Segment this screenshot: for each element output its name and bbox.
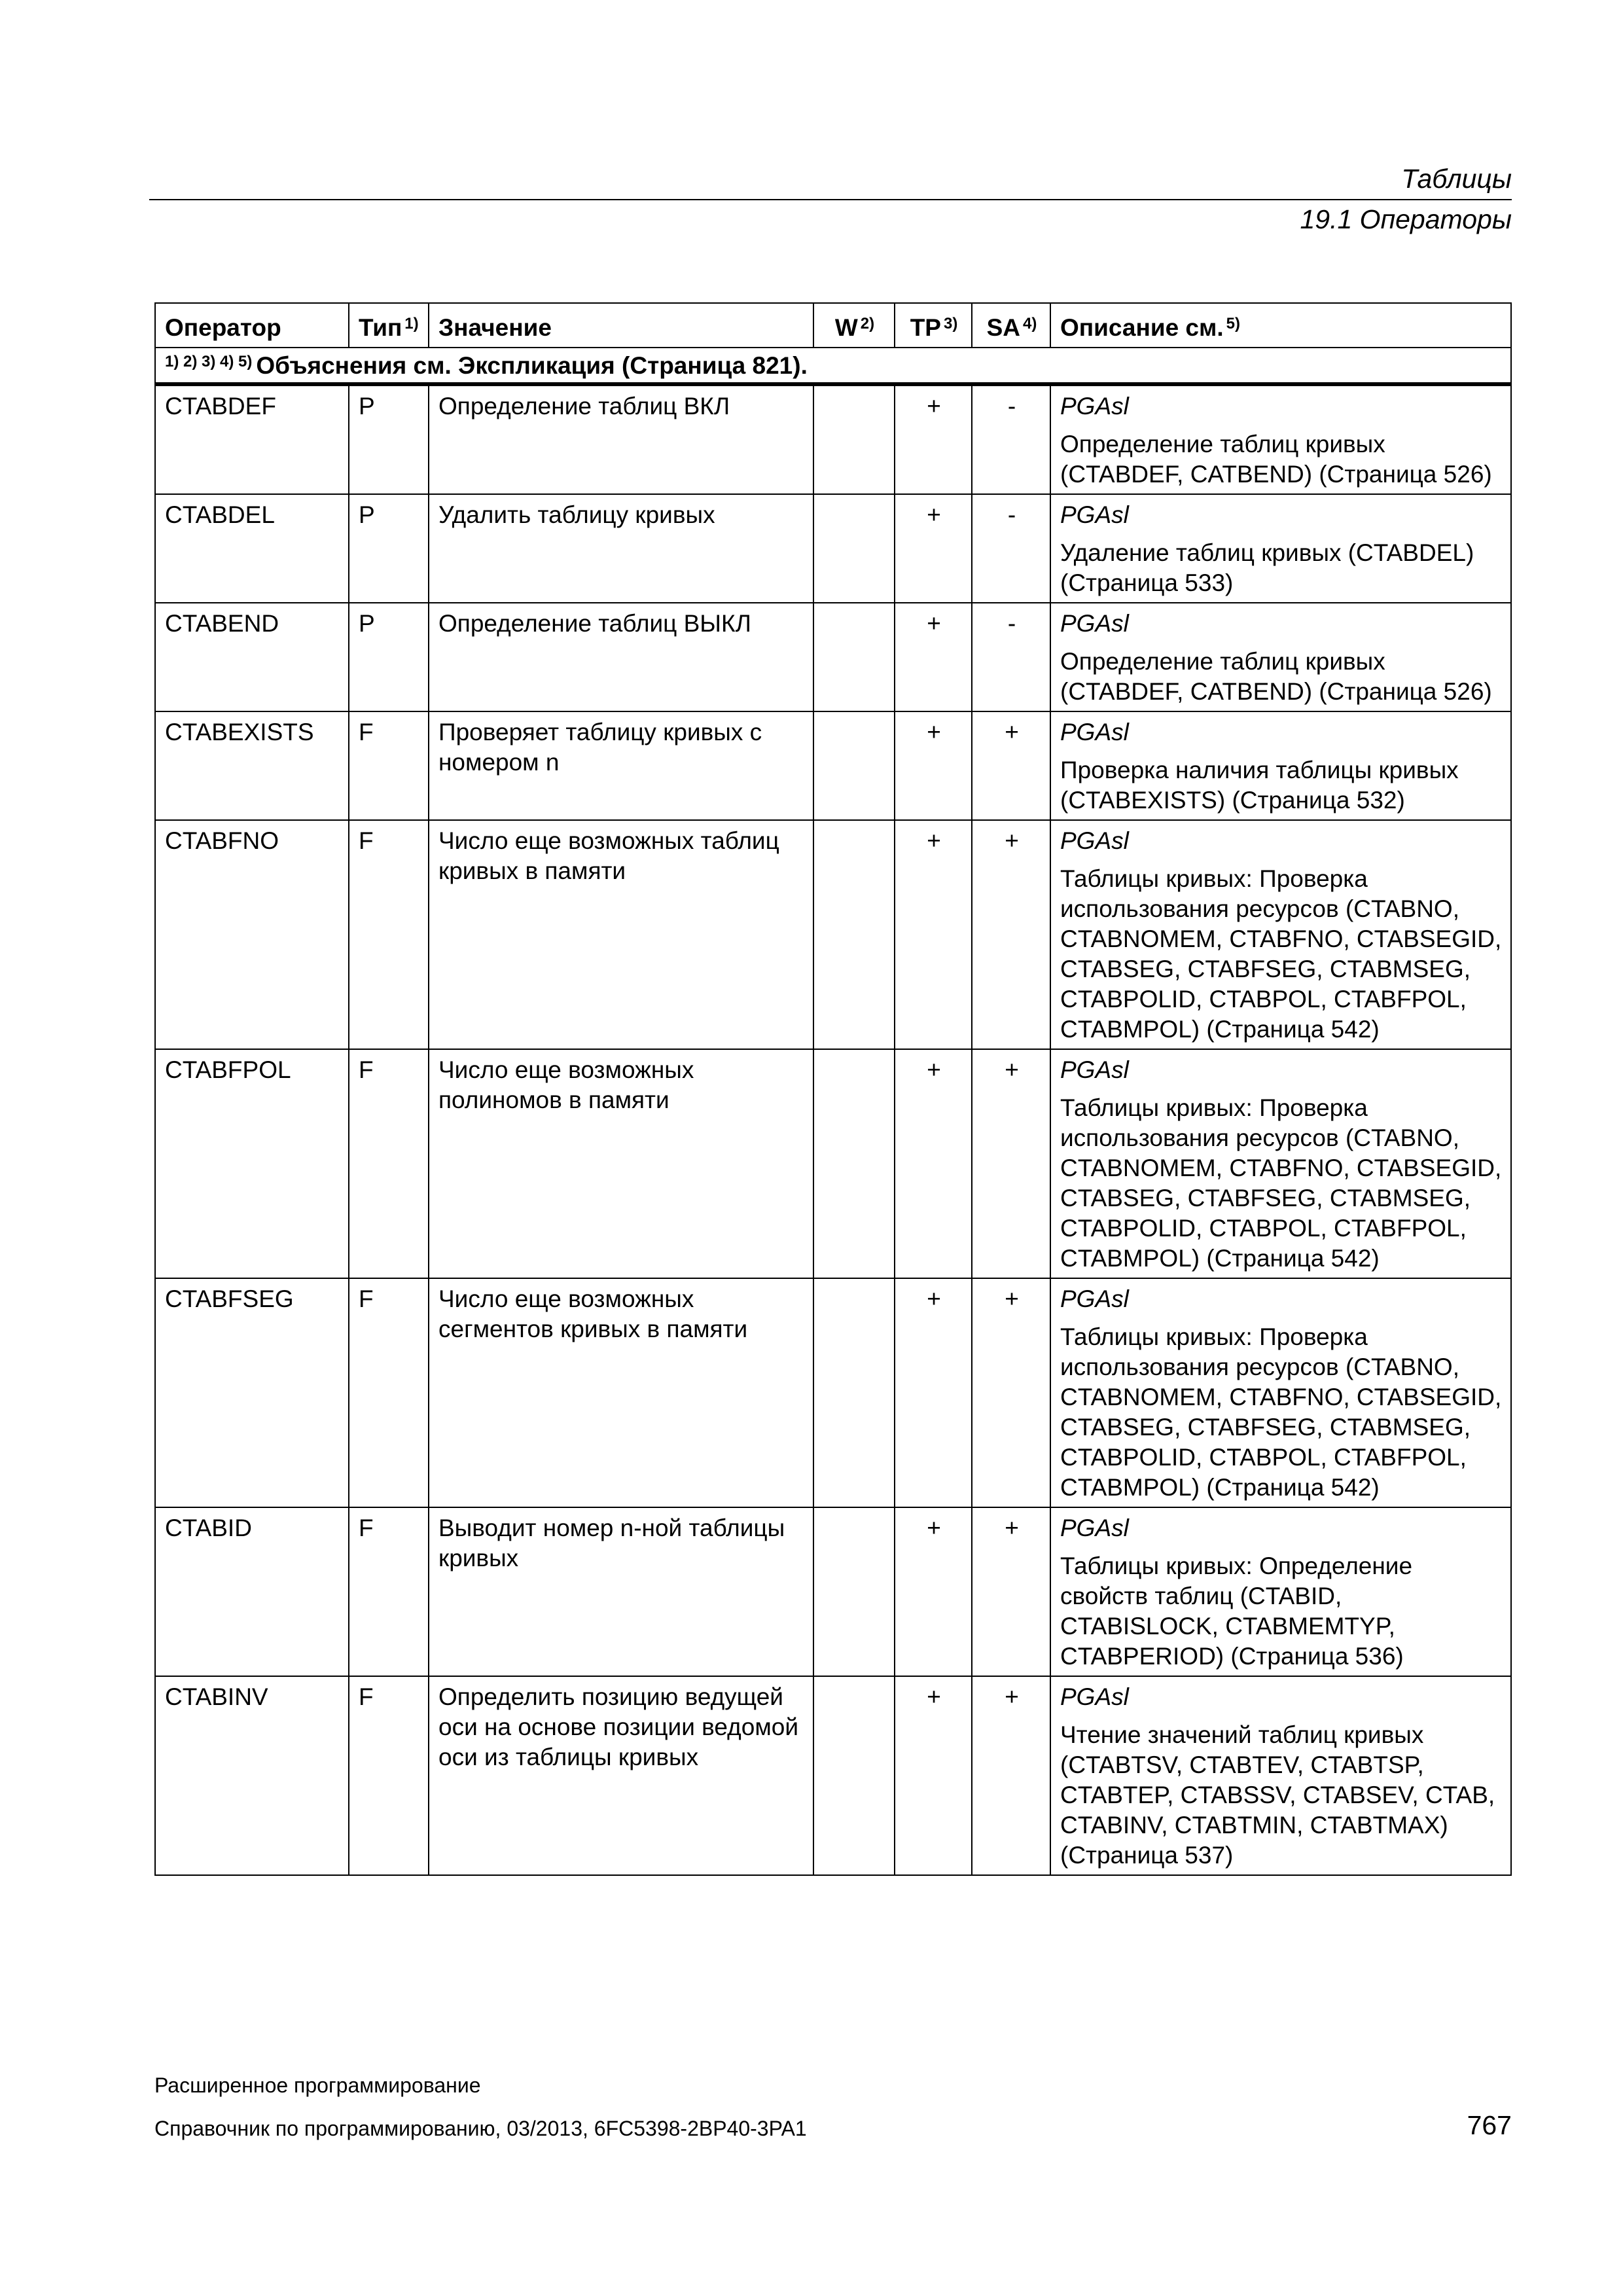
table-row — [155, 1676, 1511, 1875]
table-row — [155, 820, 1511, 1049]
cell-operator: CTABID — [155, 1507, 349, 1676]
cell-tp: + — [895, 1049, 972, 1278]
cell-type: F — [349, 1278, 429, 1507]
cell-description — [1050, 1507, 1511, 1676]
cell-operator: CTABDEF — [155, 384, 349, 494]
description-text: Определение таблиц кривых (CTABDEF, CATBEND) (Страница 526) — [1060, 648, 1492, 705]
running-header-title: Таблицы — [1401, 164, 1512, 194]
cell-operator: CTABFNO — [155, 820, 349, 1049]
cell-sa: + — [972, 711, 1050, 820]
cell-tp: + — [895, 820, 972, 1049]
cell-operator: CTABEXISTS — [155, 711, 349, 820]
description-text: Удаление таблиц кривых (CTABDEL) (Страница 533) — [1060, 539, 1474, 596]
description-text: Чтение значений таблиц кривых (CTABTSV, CTABTEV, CTABTSP, CTABTEP, CTABSSV, CTABSEV, CTAB, CTABINV, CTABTMIN, CTABTMAX) (Страница 537) — [1060, 1721, 1495, 1869]
cell-w — [813, 603, 895, 711]
cell-operator: CTABINV — [155, 1676, 349, 1875]
cell-meaning: Число еще возможных полиномов в памяти — [429, 1049, 813, 1278]
cell-sa: - — [972, 494, 1050, 603]
cell-w — [813, 1278, 895, 1507]
manual-reference: PGAsl — [1060, 827, 1129, 854]
col-header-type: Тип $^{1)}$ — [349, 303, 429, 348]
manual-reference: PGAsl — [1060, 1683, 1129, 1710]
cell-sa: - — [972, 603, 1050, 711]
page-number: 767 — [1467, 2110, 1512, 2140]
cell-meaning: Определить позицию ведущей оси на основе позиции ведомой оси из таблицы кривых — [429, 1676, 813, 1875]
cell-type: P — [349, 603, 429, 711]
cell-sa: + — [972, 1676, 1050, 1875]
cell-operator: CTABFSEG — [155, 1278, 349, 1507]
header-rule — [149, 199, 1512, 200]
cell-meaning: Число еще возможных сегментов кривых в памяти — [429, 1278, 813, 1507]
col-header-sa: SA $^{4)}$ — [972, 303, 1050, 348]
cell-w — [813, 384, 895, 494]
table-row — [155, 1278, 1511, 1507]
cell-meaning: Определение таблиц ВКЛ — [429, 384, 813, 494]
cell-tp: + — [895, 603, 972, 711]
cell-w — [813, 1507, 895, 1676]
cell-description — [1050, 1676, 1511, 1875]
col-header-tp: TP $^{3)}$ — [895, 303, 972, 348]
cell-type: P — [349, 494, 429, 603]
manual-reference: PGAsl — [1060, 1515, 1129, 1541]
col-header-w: W $^{2)}$ — [813, 303, 895, 348]
cell-meaning: Определение таблиц ВЫКЛ — [429, 603, 813, 711]
cell-type: F — [349, 1049, 429, 1278]
cell-w — [813, 820, 895, 1049]
cell-description — [1050, 603, 1511, 711]
description-text: Таблицы кривых: Проверка использования ресурсов (CTABNO, CTABNOMEM, CTABFNO, CTABSEGID, CTABSEG, CTABFSEG, CTABMSEG, CTABPOLID, CTABPOL, CTABFPOL, CTABMPOL) (Страница 542) — [1060, 1094, 1502, 1272]
running-header-section: 19.1 Операторы — [1300, 204, 1512, 234]
cell-meaning: Число еще возможных таблиц кривых в памяти — [429, 820, 813, 1049]
cell-tp: + — [895, 384, 972, 494]
manual-reference: PGAsl — [1060, 1056, 1129, 1083]
cell-tp: + — [895, 1676, 972, 1875]
cell-w — [813, 711, 895, 820]
col-header-meaning: Значение — [429, 303, 813, 348]
cell-type: F — [349, 820, 429, 1049]
cell-sa: + — [972, 820, 1050, 1049]
table-body — [155, 384, 1511, 1875]
cell-type: F — [349, 1507, 429, 1676]
cell-operator: CTABEND — [155, 603, 349, 711]
cell-meaning: Выводит номер n-ной таблицы кривых — [429, 1507, 813, 1676]
cell-description — [1050, 1049, 1511, 1278]
cell-description — [1050, 711, 1511, 820]
cell-sa: - — [972, 384, 1050, 494]
table-row — [155, 711, 1511, 820]
cell-type: P — [349, 384, 429, 494]
cell-tp: + — [895, 1507, 972, 1676]
table-row — [155, 1507, 1511, 1676]
cell-type: F — [349, 711, 429, 820]
cell-operator: CTABDEL — [155, 494, 349, 603]
cell-description — [1050, 1278, 1511, 1507]
table-row — [155, 384, 1511, 494]
cell-w — [813, 494, 895, 603]
cell-w — [813, 1676, 895, 1875]
cell-operator: CTABFPOL — [155, 1049, 349, 1278]
cell-tp: + — [895, 494, 972, 603]
cell-meaning: Удалить таблицу кривых — [429, 494, 813, 603]
col-header-description: Описание см. $^{5)}$ — [1050, 303, 1511, 348]
table-row — [155, 603, 1511, 711]
description-text: Таблицы кривых: Проверка использования ресурсов (CTABNO, CTABNOMEM, CTABFNO, CTABSEGID, CTABSEG, CTABFSEG, CTABMSEG, CTABPOLID, CTABPOL, CTABFPOL, CTABMPOL) (Страница 542) — [1060, 1323, 1502, 1501]
cell-sa: + — [972, 1507, 1050, 1676]
table-header-row — [155, 303, 1511, 348]
description-text: Проверка наличия таблицы кривых (CTABEXISTS) (Страница 532) — [1060, 757, 1459, 814]
operators-table — [154, 302, 1512, 1876]
cell-description — [1050, 384, 1511, 494]
cell-sa: + — [972, 1278, 1050, 1507]
description-text: Таблицы кривых: Определение свойств таблиц (CTABID, CTABISLOCK, CTABMEMTYP, CTABPERIOD) (Страница 536) — [1060, 1552, 1413, 1670]
manual-reference: PGAsl — [1060, 610, 1129, 637]
footer-doc-info: Справочник по программированию, 03/2013, 6FC5398-2BP40-3PA1 — [154, 2117, 807, 2140]
description-text: Определение таблиц кривых (CTABDEF, CATBEND) (Страница 526) — [1060, 431, 1492, 488]
cell-tp: + — [895, 711, 972, 820]
table-note: $^{1) 2) 3) 4) 5)}$ Объяснения см. Экспликация (Страница 821). — [155, 348, 1511, 384]
cell-description — [1050, 820, 1511, 1049]
cell-w — [813, 1049, 895, 1278]
cell-type: F — [349, 1676, 429, 1875]
cell-sa: + — [972, 1049, 1050, 1278]
col-header-operator: Оператор — [155, 303, 349, 348]
manual-reference: PGAsl — [1060, 501, 1129, 528]
manual-reference: PGAsl — [1060, 393, 1129, 420]
cell-meaning: Проверяет таблицу кривых с номером n — [429, 711, 813, 820]
table-note-row — [155, 348, 1511, 384]
footer-book-title: Расширенное программирование — [154, 2073, 481, 2097]
cell-tp: + — [895, 1278, 972, 1507]
description-text: Таблицы кривых: Проверка использования ресурсов (CTABNO, CTABNOMEM, CTABFNO, CTABSEGID, CTABSEG, CTABFSEG, CTABMSEG, CTABPOLID, CTABPOL, CTABFPOL, CTABMPOL) (Страница 542) — [1060, 865, 1502, 1043]
manual-reference: PGAsl — [1060, 1285, 1129, 1312]
table-row — [155, 494, 1511, 603]
table-row — [155, 1049, 1511, 1278]
manual-reference: PGAsl — [1060, 719, 1129, 745]
cell-description — [1050, 494, 1511, 603]
